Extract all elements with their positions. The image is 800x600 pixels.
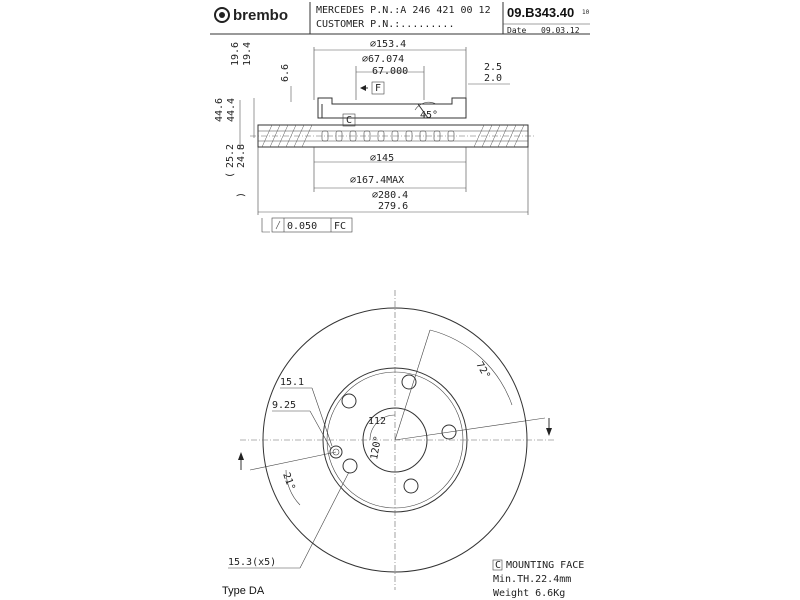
dim-44-4-label: 44.4	[226, 97, 237, 122]
pcd-112-label: 112	[368, 416, 387, 427]
dim-6-6-label: 6.6	[280, 63, 291, 82]
face-c-label: C	[346, 115, 353, 126]
holes-label: 15.3(x5)	[228, 557, 277, 568]
runout-tolerance	[262, 218, 352, 232]
angle-72-label: 72°	[473, 360, 492, 382]
title-block	[210, 2, 590, 35]
angle-21-label: 21°	[280, 471, 297, 492]
dim-2-0-label: 2.0	[484, 73, 503, 84]
dim-44-6-label: 44.6	[214, 97, 225, 122]
revision: 10	[582, 9, 590, 16]
dim-25-2-label: 25.2	[225, 143, 236, 168]
dim-167-label: ⌀167.4MAX	[350, 175, 405, 186]
type-label: Type DA	[222, 585, 265, 597]
min-thickness-note: Min.TH.22.4mm	[493, 574, 572, 585]
dim-25-2-paren-open: (	[225, 171, 236, 178]
customer-part-number: CUSTOMER P.N.:.........	[316, 19, 455, 30]
bolt-holes	[342, 375, 456, 493]
dim-19-4-label: 19.4	[242, 41, 253, 66]
angle-120-label: 120°	[369, 434, 385, 461]
bolt-hole	[343, 459, 357, 473]
dim-15-1-label: 15.1	[280, 377, 305, 388]
bolt-hole	[342, 394, 356, 408]
date-value: 09.03.12	[541, 26, 580, 35]
dim-24-8-label: 24.8	[236, 143, 247, 168]
dim-279-6-label: 279.6	[378, 201, 409, 212]
runout-value: 0.050	[287, 221, 318, 232]
mounting-face-key: C	[495, 560, 502, 571]
weight-note: Weight 6.6Kg	[493, 588, 566, 599]
front-view	[228, 290, 555, 590]
dim-280-4-label: ⌀280.4	[372, 190, 409, 201]
disc-profile	[250, 98, 536, 147]
section-view	[214, 39, 536, 232]
chamfer-label: 45°	[420, 110, 439, 121]
bolt-hole	[404, 479, 418, 493]
face-f-label: F	[375, 83, 382, 94]
dim-9-25-label: 9.25	[272, 400, 297, 411]
notes-block	[222, 560, 584, 599]
runout-reference: FC	[334, 221, 347, 232]
dim-24-8-paren-close: )	[236, 191, 247, 198]
part-number: 09.B343.40	[507, 5, 575, 20]
brembo-logo	[215, 7, 288, 24]
dim-153-label: ⌀153.4	[370, 39, 407, 50]
dim-67-min-label: 67.000	[372, 66, 409, 77]
mounting-face-note: MOUNTING FACE	[506, 560, 585, 571]
dim-67-max-label: ⌀67.074	[362, 54, 405, 65]
bolt-hole	[402, 375, 416, 389]
oem-part-number: MERCEDES P.N.:A 246 421 00 12	[316, 5, 491, 16]
dim-2-5-label: 2.5	[484, 62, 503, 73]
brand-name: brembo	[233, 7, 289, 24]
dim-19-6-label: 19.6	[230, 41, 241, 66]
date-label: Date	[507, 26, 527, 35]
dim-145-label: ⌀145	[370, 153, 395, 164]
